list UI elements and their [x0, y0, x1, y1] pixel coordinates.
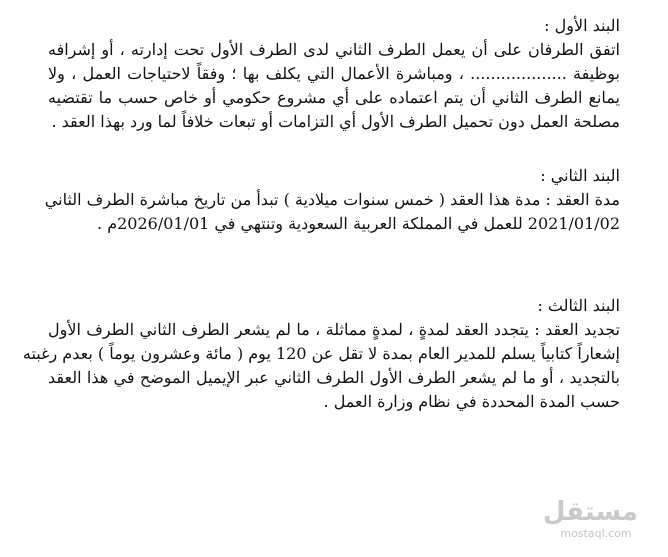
clause-line: بوظيفة ................... ، ومباشرة الأعمال التي يكلف بها ؛ وفقاً لاحتياجات العمل ، ولا [48, 64, 620, 83]
clause-line: يمانع الطرف الثاني أن يتم اعتماده على أي مشروع حكومي أو خاص حسب ما تقتضيه [48, 88, 620, 107]
clause-line: بالتجديد ، أو ما لم يشعر الطرف الأول الطرف الثاني عبر الإيميل الموضح في هذا العقد [48, 368, 620, 387]
clause-line: 2021/01/02 للعمل في المملكة العربية السعودية وتنتهي في 2026/01/01م . [97, 214, 620, 233]
clause-line: مدة العقد : مدة هذا العقد ( خمس سنوات ميلادية ) تبدأ من تاريخ مباشرة الطرف الثاني [44, 190, 620, 209]
clause-title: البند الثاني : [540, 166, 620, 185]
clause-line: حسب المدة المحددة في نظام وزارة العمل . [323, 392, 620, 411]
clause-line: تجديد العقد : يتجدد العقد لمدةٍ ، لمدةٍ مماثلة ، ما لم يشعر الطرف الثاني الطرف الأول [48, 320, 620, 339]
contract-document [22, 14, 620, 414]
clause-first [48, 14, 620, 134]
mostaql-watermark [542, 497, 638, 551]
clause-title: البند الأول : [544, 16, 620, 35]
clause-line: مصلحة العمل دون تحميل الطرف الأول أي التزامات أو تبعات خلافاً لما ورد بهذا العقد . [51, 112, 620, 131]
watermark-domain: mostaql.com [560, 527, 632, 540]
clause-title: البند الثالث : [537, 296, 620, 315]
clause-line: إشعاراً كتابياً يسلم للمدير العام بمدة لا تقل عن 120 يوم ( مائة وعشرون يوماً ) بعدم رغبته [22, 344, 620, 363]
clause-third [22, 294, 620, 414]
clause-line: اتفق الطرفان على أن يعمل الطرف الثاني لدى الطرف الأول تحت إدارته ، أو إشرافه [48, 40, 620, 59]
clause-second [44, 164, 620, 236]
watermark-logo: مستقل [542, 497, 638, 527]
